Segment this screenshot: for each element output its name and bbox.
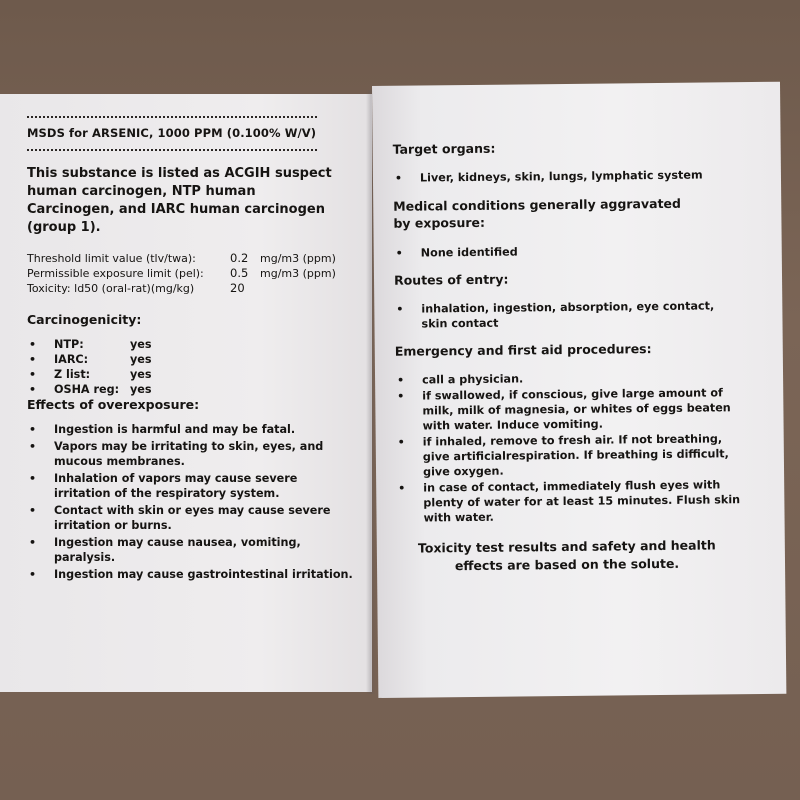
toxicity-value: 20: [230, 281, 245, 295]
list-item: • None identified: [394, 242, 762, 261]
bottom-dotted-rule: [27, 149, 317, 151]
emergency-list: [395, 369, 765, 526]
target-organs-heading: Target organs:: [392, 140, 496, 157]
list-item: • Contact with skin or eyes may cause severe irritation or burns.: [27, 503, 354, 533]
limit-unit: mg/m3 (ppm): [260, 252, 336, 265]
exposure-limits: [27, 251, 362, 296]
list-item: • Ingestion is harmful and may be fatal.: [27, 422, 354, 437]
list-item: [27, 337, 362, 352]
limit-label: Permissible exposure limit (pel):: [27, 267, 204, 280]
list-item: • Vapors may be irritating to skin, eyes, and mucous membranes.: [27, 439, 354, 469]
limit-unit: mg/m3 (ppm): [260, 267, 336, 280]
effects-heading: Effects of overexposure:: [27, 397, 200, 412]
agency-label: • Z list:: [54, 368, 91, 381]
medical-conditions-list: [394, 242, 762, 261]
carcinogenicity-heading: Carcinogenicity:: [27, 312, 142, 327]
top-dotted-rule: [27, 116, 317, 118]
list-item: • if inhaled, remove to fresh air. If not breathing, give artificialrespiration. If breathing is difficult, give oxygen.: [396, 431, 741, 480]
limit-value: 0.2: [230, 251, 249, 265]
msds-title: MSDS for ARSENIC, 1000 PPM (0.100% W/V): [27, 126, 317, 140]
list-item: • call a physician.: [395, 369, 740, 388]
list-item: • Ingestion may cause nausea, vomiting, paralysis.: [27, 535, 354, 565]
agency-value: yes: [130, 338, 152, 351]
list-item: • Inhalation of vapors may cause severe irritation of the respiratory system.: [27, 471, 354, 501]
left-page: [0, 94, 372, 692]
list-item: • Ingestion may cause gastrointestinal irritation.: [27, 567, 354, 582]
routes-of-entry-heading: Routes of entry:: [393, 271, 509, 288]
list-item: • Liver, kidneys, skin, lungs, lymphatic system: [393, 167, 761, 186]
agency-label: • NTP:: [54, 338, 84, 351]
right-page: [372, 82, 786, 698]
pel-row: [27, 266, 362, 281]
emergency-heading: Emergency and first aid procedures:: [394, 341, 652, 359]
list-item: • inhalation, ingestion, absorption, eye contact, skin contact: [394, 298, 721, 331]
list-item: • if swallowed, if conscious, give large amount of milk, milk of magnesia, or whites of eggs beaten with water. Induce vomiting.: [395, 385, 740, 434]
effects-list: [27, 422, 362, 582]
routes-of-entry-list: [394, 298, 762, 332]
list-item: • in case of contact, immediately flush eyes with plenty of water for at least 15 minutes. Flush skin with water.: [396, 477, 741, 526]
list-item: [27, 382, 362, 397]
toxicity-label: Toxicity: ld50 (oral-rat)(mg/kg): [27, 282, 195, 295]
agency-value: yes: [130, 368, 152, 381]
agency-value: yes: [130, 353, 152, 366]
list-item: [27, 352, 362, 367]
toxicity-row: [27, 281, 362, 296]
carcinogen-statement: This substance is listed as ACGIH suspect human carcinogen, NTP human Carcinogen, and IARC human carcinogen (group 1).: [27, 166, 332, 235]
tlv-row: [27, 251, 362, 266]
medical-conditions-heading: Medical conditions generally aggravated by exposure:: [393, 195, 682, 231]
agency-value: yes: [130, 383, 152, 396]
list-item: [27, 367, 362, 382]
agency-label: • OSHA reg:: [54, 383, 120, 396]
solute-footnote: Toxicity test results and safety and health effects are based on the solute.: [417, 537, 716, 574]
limit-label: Threshold limit value (tlv/twa):: [27, 252, 196, 265]
target-organs-list: [393, 167, 761, 186]
agency-label: • IARC:: [54, 353, 89, 366]
limit-value: 0.5: [230, 266, 249, 280]
carcinogenicity-list: [27, 337, 362, 397]
